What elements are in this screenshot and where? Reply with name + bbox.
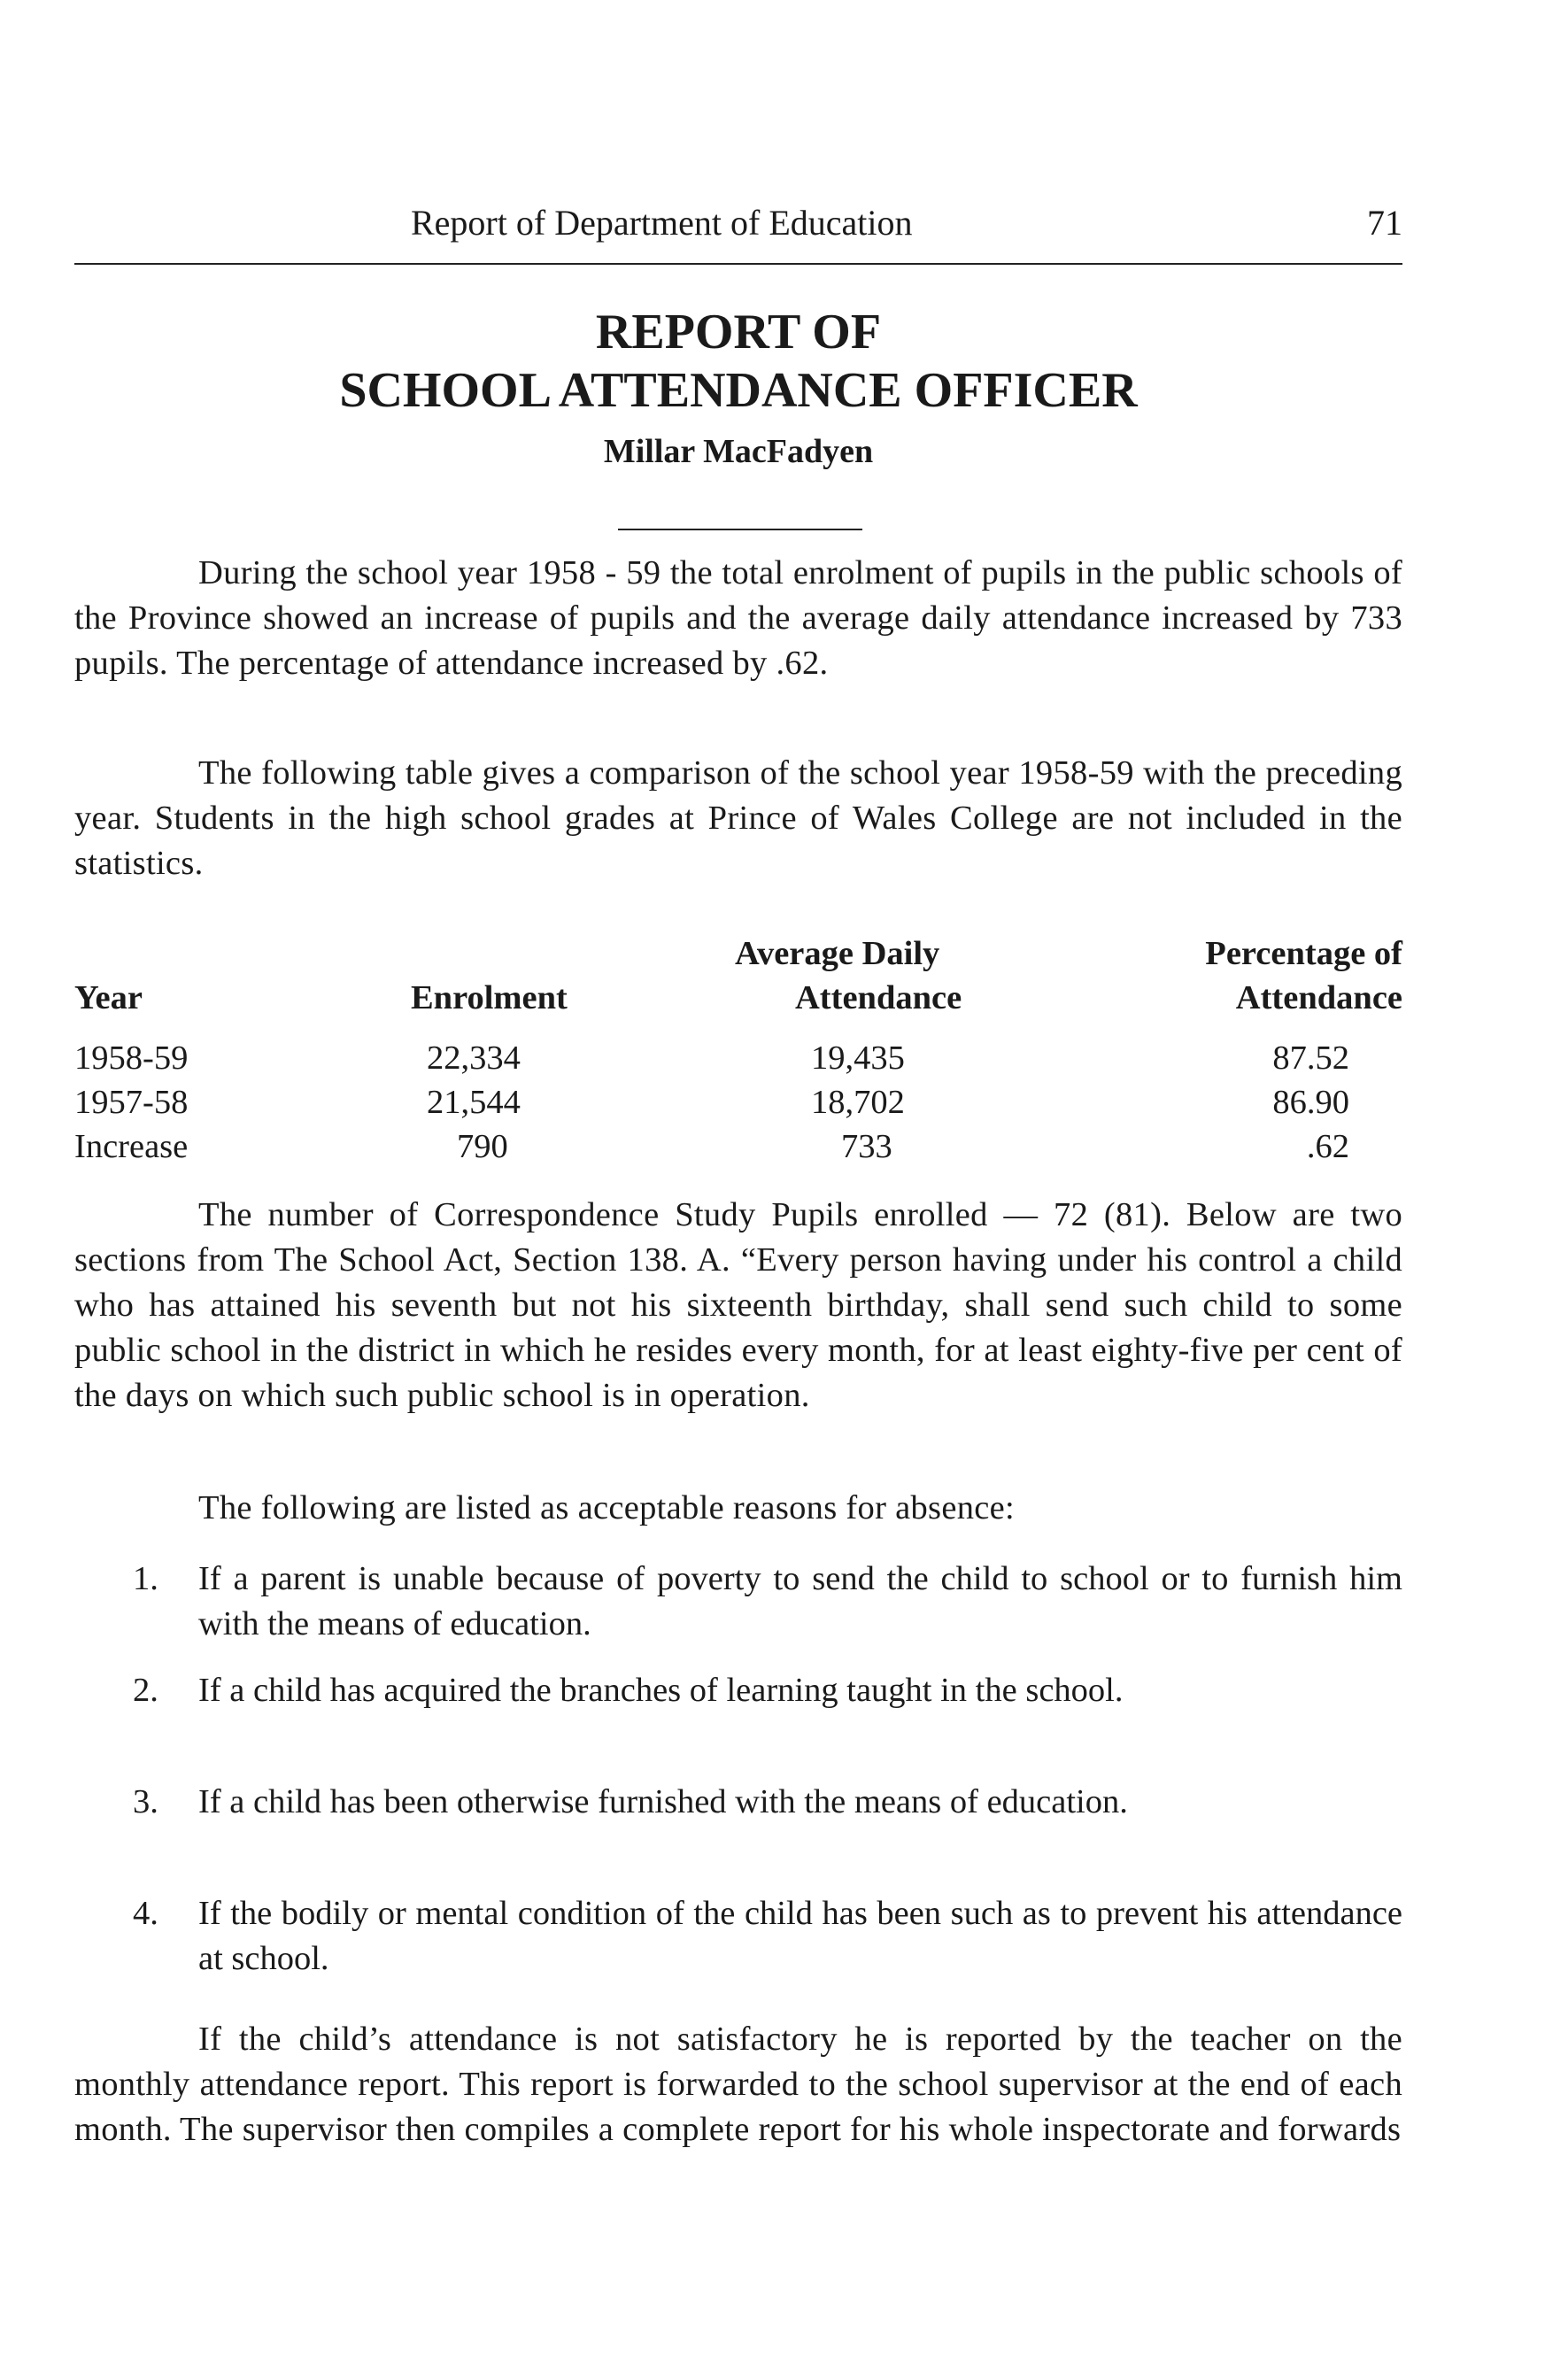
- cell-year: 1958-59: [74, 1039, 189, 1077]
- cell-year: 1957-58: [74, 1084, 189, 1121]
- table-row: [74, 1127, 1402, 1171]
- list-item-text: If a parent is unable because of poverty to send the child to school or to furnish him with the means of education.: [198, 1560, 1402, 1642]
- paragraph-attendance-reporting: If the child’s attendance is not satisfactory he is reported by the teacher on the monthly attendance report. This report is forwarded to the school supervisor at the end of each month. The supervisor then compiles a complete report for his whole inspectorate and forwards: [74, 2021, 1402, 2148]
- running-header: [74, 202, 1402, 255]
- list-item-number: 1.: [133, 1560, 158, 1597]
- paragraph-table-intro: The following table gives a comparison of the school year 1958-59 with the preceding year. Students in the high school grades at Prince of Wales College are not included in the statistics.: [74, 754, 1402, 882]
- table-header-row-1: [74, 934, 1402, 978]
- cell-avg: 19,435: [811, 1039, 905, 1077]
- list-item-number: 2.: [133, 1672, 158, 1709]
- header-year: Year: [74, 979, 143, 1016]
- paragraph-reasons-intro: The following are listed as acceptable reasons for absence:: [198, 1489, 1016, 1526]
- author-name: Millar MacFadyen: [603, 433, 874, 470]
- list-item-number: 4.: [133, 1895, 158, 1932]
- header-rule: [74, 263, 1402, 265]
- list-item-number: 3.: [133, 1783, 158, 1820]
- cell-year: Increase: [74, 1128, 189, 1165]
- cell-avg: 733: [841, 1128, 892, 1165]
- header-avg-line2: Attendance: [795, 979, 962, 1016]
- section-divider: [618, 529, 862, 530]
- title-line-1: REPORT OF: [595, 305, 882, 359]
- cell-avg: 18,702: [811, 1084, 905, 1121]
- table-row: [74, 1039, 1402, 1083]
- header-enrolment: Enrolment: [411, 979, 568, 1016]
- paragraph-enrolment-summary: During the school year 1958 - 59 the total enrolment of pupils in the public schools of the Province showed an increase of pupils and the average daily attendance increased by 733 pupils. The percentage of attendance increased by .62.: [74, 554, 1402, 682]
- title-line-2: SCHOOL ATTENDANCE OFFICER: [339, 363, 1138, 418]
- cell-enrolment: 790: [457, 1128, 508, 1165]
- cell-pct: .62: [1306, 1128, 1349, 1165]
- list-item-text: If a child has acquired the branches of learning taught in the school.: [198, 1672, 1124, 1709]
- cell-enrolment: 21,544: [427, 1084, 521, 1121]
- table-row: [74, 1083, 1402, 1127]
- table-header-row-2: [74, 978, 1402, 1023]
- cell-pct: 87.52: [1272, 1039, 1349, 1077]
- report-title: [74, 303, 1402, 420]
- cell-pct: 86.90: [1272, 1084, 1349, 1121]
- header-pct-line1: Percentage of: [1205, 935, 1402, 972]
- running-title: Report of Department of Education: [411, 203, 913, 243]
- paragraph-school-act: The number of Correspondence Study Pupils enrolled — 72 (81). Below are two sections from The School Act, Section 138. A. “Every person having under his control a child who has attained his seventh but not his sixteenth birthday, shall send such child to some public school in the district in which he resides every month, for at least eighty-five per cent of the days on which such public school is in operation.: [74, 1196, 1402, 1414]
- page-number: 71: [1367, 203, 1402, 243]
- list-item-text: If a child has been otherwise furnished with the means of education.: [198, 1783, 1128, 1820]
- header-pct-line2: Attendance: [1235, 979, 1402, 1016]
- cell-enrolment: 22,334: [427, 1039, 521, 1077]
- header-avg-line1: Average Daily: [735, 935, 940, 972]
- list-item-text: If the bodily or mental condition of the child has been such as to prevent his attendance at school.: [198, 1895, 1402, 1977]
